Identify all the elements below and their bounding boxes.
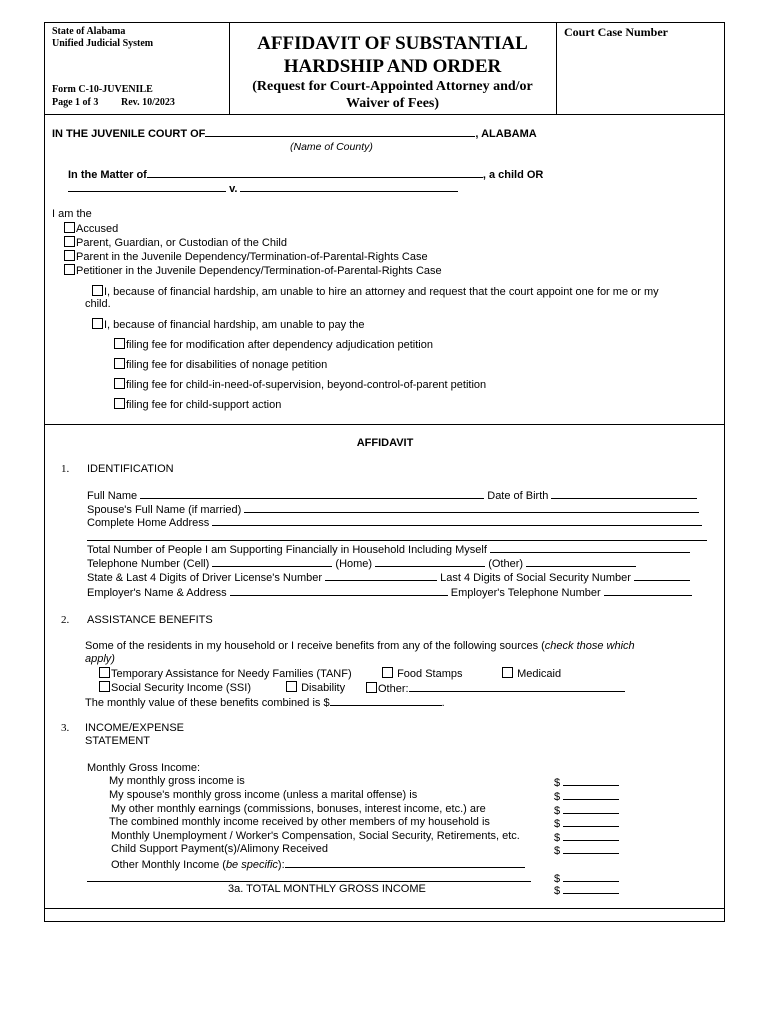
dob-label: Date of Birth xyxy=(487,490,549,502)
role-option-accused[interactable] xyxy=(64,222,118,235)
benefit-label: Other: xyxy=(378,683,409,695)
employer-label: Employer's Name & Address xyxy=(87,587,227,599)
amount-field[interactable] xyxy=(563,789,619,800)
supporting-field[interactable] xyxy=(490,542,690,553)
total-separator-line xyxy=(87,881,531,882)
other-income-field[interactable] xyxy=(285,857,525,868)
header-bottom-rule xyxy=(44,114,725,115)
dollar-sign: $ xyxy=(554,885,561,897)
full-name-label: Full Name xyxy=(87,490,138,502)
fee-checkbox[interactable] xyxy=(114,358,125,369)
spouse-field[interactable] xyxy=(244,502,699,513)
benefit-label: Food Stamps xyxy=(397,668,463,680)
benefit-checkbox[interactable] xyxy=(366,682,377,693)
address-label: Complete Home Address xyxy=(87,517,210,529)
benefit-checkbox[interactable] xyxy=(286,681,297,692)
income-item-spouse: My spouse's monthly gross income (unless a marital offense) is xyxy=(109,789,418,801)
benefits-intro-italic: check those which xyxy=(544,640,635,652)
form-title-line1: AFFIDAVIT OF SUBSTANTIAL xyxy=(257,33,528,54)
form-number: Form C-10-JUVENILE xyxy=(52,84,153,95)
fee-label: filing fee for disabilities of nonage petition xyxy=(126,359,328,371)
address-field-line2[interactable] xyxy=(87,540,707,541)
party-two-field[interactable] xyxy=(240,181,458,192)
spouse-label: Spouse's Full Name (if married) xyxy=(87,504,242,516)
amount-total xyxy=(554,883,619,897)
affidavit-heading: AFFIDAVIT xyxy=(356,437,414,449)
employer-phone-field[interactable] xyxy=(604,585,692,596)
amount-mine xyxy=(554,775,619,789)
amount-field[interactable] xyxy=(563,775,619,786)
phone-row xyxy=(87,556,707,570)
dollar-sign: $ xyxy=(554,832,561,844)
role-checkbox[interactable] xyxy=(64,264,75,275)
supporting-label: Total Number of People I am Supporting Financially in Household Including Myself xyxy=(87,544,487,556)
versus-line xyxy=(68,181,458,195)
benefit-label: Temporary Assistance for Needy Families (TANF) xyxy=(111,668,352,680)
section-2-number: 2. xyxy=(61,614,70,626)
section-1-title: IDENTIFICATION xyxy=(87,463,174,475)
section-rule xyxy=(44,424,725,425)
attorney-request-checkbox[interactable] xyxy=(92,285,103,296)
amount-household xyxy=(554,816,619,830)
dob-field[interactable] xyxy=(551,488,697,499)
dollar-sign: $ xyxy=(554,818,561,830)
benefit-other-field[interactable] xyxy=(409,681,625,692)
amount-spouse xyxy=(554,789,619,803)
child-name-field[interactable] xyxy=(147,167,483,178)
attorney-request-text: I, because of financial hardship, am unable to hire an attorney and request that the court appoint one for me or my xyxy=(104,286,659,298)
other-income-end: ): xyxy=(277,859,285,871)
county-caption: (Name of County) xyxy=(290,141,373,153)
dollar-sign: $ xyxy=(554,873,561,885)
benefit-option-medicaid[interactable] xyxy=(502,667,561,680)
benefit-option-other[interactable] xyxy=(366,681,625,695)
benefit-label: Medicaid xyxy=(517,668,562,680)
benefits-monthly-label: The monthly value of these benefits combined is $ xyxy=(85,697,330,709)
license-field[interactable] xyxy=(325,570,437,581)
county-field[interactable] xyxy=(205,126,475,137)
fee-waiver-checkbox[interactable] xyxy=(92,318,103,329)
total-gross-label: 3a. TOTAL MONTHLY GROSS INCOME xyxy=(228,883,426,895)
role-label: Accused xyxy=(76,223,119,235)
income-item-household: The combined monthly income received by other members of my household is xyxy=(109,816,490,828)
i-am-label: I am the xyxy=(52,208,92,220)
amount-child-support xyxy=(554,843,619,857)
benefits-intro-cont: apply) xyxy=(85,653,115,665)
versus-label: v. xyxy=(229,183,238,195)
form-subtitle-line2: Waiver of Fees) xyxy=(345,96,440,111)
income-item-other-earnings: My other monthly earnings (commissions, bonuses, interest income, etc.) are xyxy=(111,803,486,815)
employer-field[interactable] xyxy=(230,585,448,596)
fee-checkbox[interactable] xyxy=(114,378,125,389)
other-income-label: Other Monthly Income ( xyxy=(111,859,226,871)
employer-row xyxy=(87,585,707,599)
matter-prefix: In the Matter of xyxy=(68,169,147,181)
matter-line xyxy=(68,167,543,181)
benefits-intro-text: Some of the residents in my household or I receive benefits from any of the following sources ( xyxy=(85,640,545,652)
license-row xyxy=(87,570,707,584)
fee-waiver-text: I, because of financial hardship, am unable to pay the xyxy=(104,319,365,331)
benefits-intro xyxy=(85,640,635,652)
phone-home-label: (Home) xyxy=(335,558,373,570)
phone-other-field[interactable] xyxy=(526,556,636,567)
amount-field[interactable] xyxy=(563,816,619,827)
income-item-child-support: Child Support Payment(s)/Alimony Received xyxy=(111,843,329,855)
role-option-parent-dependency[interactable] xyxy=(64,250,428,263)
address-row xyxy=(87,515,707,529)
section-1-number: 1. xyxy=(61,463,70,475)
attorney-request-text-cont: child. xyxy=(85,298,111,310)
amount-field[interactable] xyxy=(563,830,619,841)
benefit-checkbox[interactable] xyxy=(502,667,513,678)
court-case-number-label: Court Case Number xyxy=(564,25,668,39)
header-divider-right xyxy=(556,22,557,114)
fee-label: filing fee for child-in-need-of-supervision, beyond-control-of-parent petition xyxy=(126,379,487,391)
benefit-option-disability[interactable] xyxy=(286,681,345,694)
amount-field[interactable] xyxy=(563,843,619,854)
role-label: Petitioner in the Juvenile Dependency/Termination-of-Parental-Rights Case xyxy=(76,265,442,277)
role-option-petitioner[interactable] xyxy=(64,264,442,277)
revision: Rev. 10/2023 xyxy=(121,97,175,108)
dollar-sign: $ xyxy=(554,777,561,789)
benefit-option-tanf[interactable] xyxy=(99,667,352,680)
fee-option-child-support[interactable] xyxy=(114,398,281,411)
gross-income-heading: Monthly Gross Income: xyxy=(87,762,201,774)
role-option-parent-guardian[interactable] xyxy=(64,236,287,249)
full-name-field[interactable] xyxy=(140,488,484,499)
role-checkbox[interactable] xyxy=(64,250,75,261)
benefit-checkbox[interactable] xyxy=(99,681,110,692)
bottom-rule xyxy=(44,908,725,909)
fee-option-supervision[interactable] xyxy=(114,378,486,391)
court-case-number-field[interactable] xyxy=(560,44,720,110)
form-subtitle-line1: (Request for Court-Appointed Attorney and/or xyxy=(252,79,533,94)
dollar-sign: $ xyxy=(554,845,561,857)
phone-cell-label: Telephone Number (Cell) xyxy=(87,558,210,570)
amount-other-earnings xyxy=(554,803,619,817)
income-item-unemployment: Monthly Unemployment / Worker's Compensation, Social Security, Retirements, etc. xyxy=(111,830,520,842)
benefit-checkbox[interactable] xyxy=(99,667,110,678)
system-label: Unified Judicial System xyxy=(52,38,154,49)
dollar-sign: $ xyxy=(554,791,561,803)
court-prefix: IN THE JUVENILE COURT OF xyxy=(52,128,206,140)
role-checkbox[interactable] xyxy=(64,222,75,233)
section-3-title-line2: STATEMENT xyxy=(85,735,150,747)
page-number: Page 1 of 3 xyxy=(52,97,99,108)
amount-field[interactable] xyxy=(563,871,619,882)
section-3-title-line1: INCOME/EXPENSE xyxy=(85,722,185,734)
benefit-option-ssi[interactable] xyxy=(99,681,251,694)
state-label: State of Alabama xyxy=(52,26,126,37)
benefit-option-food-stamps[interactable] xyxy=(382,667,462,680)
court-suffix: , ALABAMA xyxy=(475,128,537,140)
fee-option-modification[interactable] xyxy=(114,338,433,351)
amount-field[interactable] xyxy=(563,803,619,814)
benefits-monthly-field[interactable] xyxy=(330,695,442,706)
full-name-row xyxy=(87,488,707,502)
role-checkbox[interactable] xyxy=(64,236,75,247)
attorney-request-option[interactable] xyxy=(92,285,659,298)
supporting-row xyxy=(87,542,707,556)
fee-label: filing fee for child-support action xyxy=(126,399,282,411)
phone-home-field[interactable] xyxy=(375,556,485,567)
party-one-field[interactable] xyxy=(68,181,226,192)
fee-checkbox[interactable] xyxy=(114,398,125,409)
phone-other-label: (Other) xyxy=(488,558,524,570)
ssn-field[interactable] xyxy=(634,570,690,581)
ssn-label: Last 4 Digits of Social Security Number xyxy=(440,572,631,584)
income-item-mine: My monthly gross income is xyxy=(109,775,245,787)
role-label: Parent, Guardian, or Custodian of the Child xyxy=(76,237,287,249)
fee-option-nonage[interactable] xyxy=(114,358,327,371)
dollar-sign: $ xyxy=(554,805,561,817)
form-title-line2: HARDSHIP AND ORDER xyxy=(283,56,502,77)
benefits-monthly-row: The monthly value of these benefits combined is $ . xyxy=(85,697,445,709)
section-3-number: 3. xyxy=(61,722,70,734)
employer-phone-label: Employer's Telephone Number xyxy=(450,587,601,599)
matter-suffix: , a child OR xyxy=(482,169,544,181)
amount-field[interactable] xyxy=(563,883,619,894)
benefit-checkbox[interactable] xyxy=(382,667,393,678)
fee-label: filing fee for modification after dependency adjudication petition xyxy=(126,339,433,351)
address-field[interactable] xyxy=(212,515,702,526)
spouse-row xyxy=(87,502,707,516)
court-line xyxy=(52,126,537,140)
benefit-label: Social Security Income (SSI) xyxy=(111,682,251,694)
section-2-title: ASSISTANCE BENEFITS xyxy=(87,614,213,626)
income-item-other xyxy=(111,857,525,871)
fee-waiver-option[interactable] xyxy=(92,318,365,331)
amount-unemployment xyxy=(554,830,619,844)
role-label: Parent in the Juvenile Dependency/Termination-of-Parental-Rights Case xyxy=(76,251,428,263)
phone-cell-field[interactable] xyxy=(212,556,332,567)
license-label: State & Last 4 Digits of Driver License's Number xyxy=(87,572,323,584)
fee-checkbox[interactable] xyxy=(114,338,125,349)
benefit-label: Disability xyxy=(301,682,346,694)
other-income-italic: be specific xyxy=(225,859,278,871)
